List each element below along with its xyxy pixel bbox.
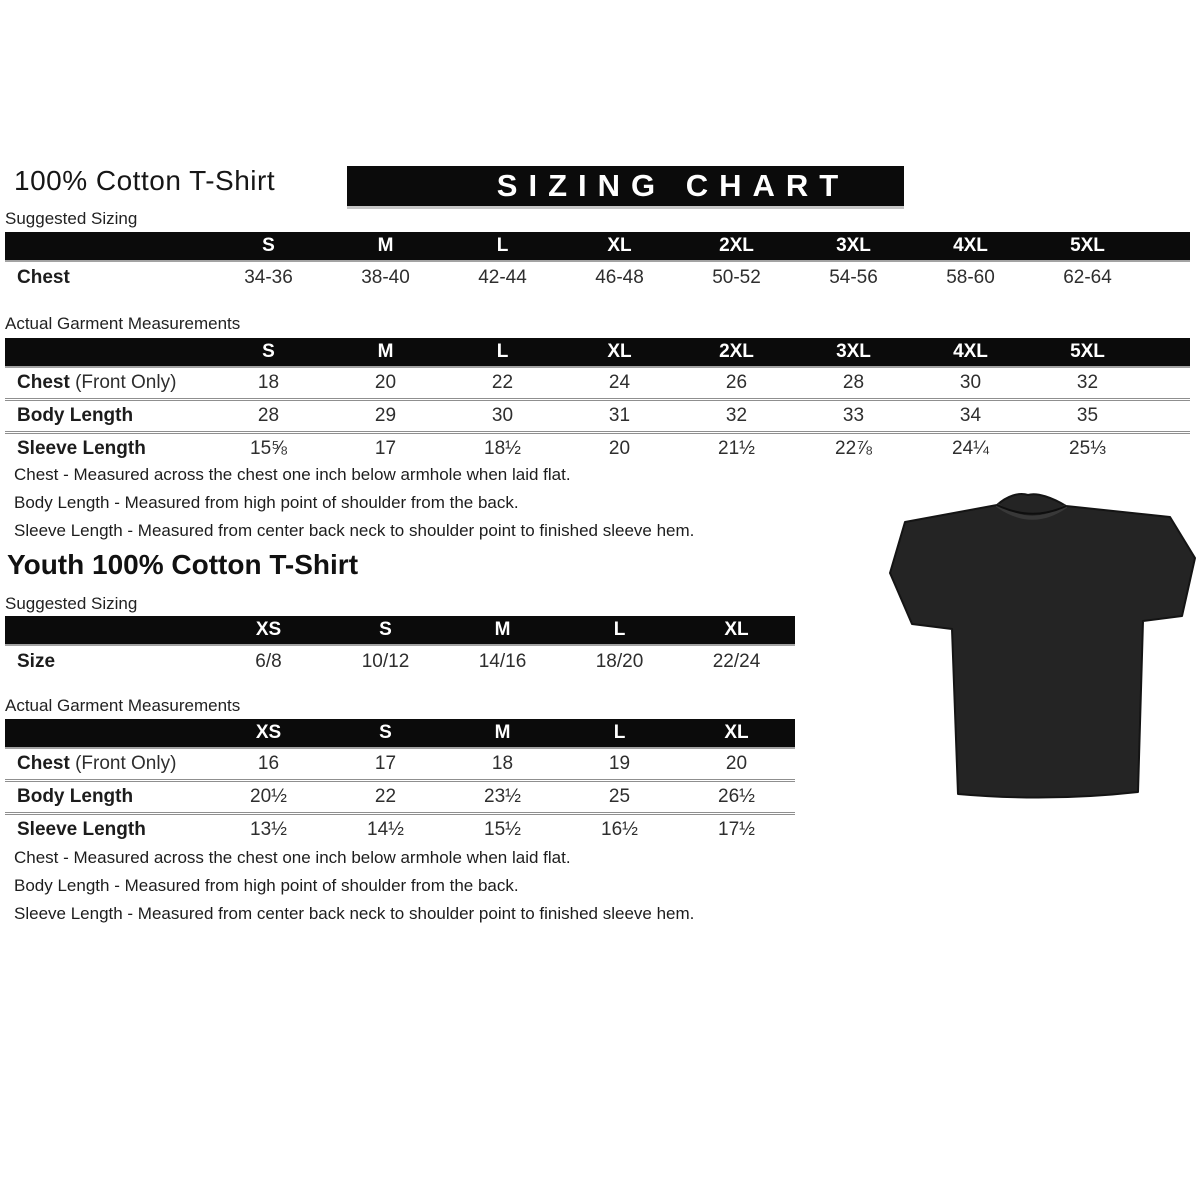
youth-suggested-sizing-label: Suggested Sizing [5, 594, 138, 613]
table-cell: 17 [374, 753, 397, 774]
table-cell: 10/12 [361, 651, 410, 672]
table-cell: 46-48 [595, 267, 644, 288]
size-column-header: L [496, 341, 509, 362]
size-column-header: XS [255, 619, 282, 640]
size-column-header: 2XL [719, 341, 754, 362]
note-line: Chest - Measured across the chest one inch below armhole when laid flat. [14, 848, 571, 867]
size-column-header: XL [607, 341, 632, 362]
table-cell: 25 [608, 786, 631, 807]
table-cell: 32 [725, 405, 748, 426]
table-cell: 58-60 [946, 267, 995, 288]
adult-actual-measurements-table [5, 338, 1190, 464]
table-cell: 22 [374, 786, 397, 807]
size-column-header: XL [607, 235, 632, 256]
table-cell: 42-44 [478, 267, 527, 288]
size-column-header: 4XL [953, 235, 988, 256]
table-cell: 18 [491, 753, 514, 774]
youth-section-title: Youth 100% Cotton T-Shirt [7, 549, 359, 580]
size-column-header: M [494, 722, 511, 743]
row-label: Chest [17, 753, 70, 774]
size-column-header: 5XL [1070, 341, 1105, 362]
youth-suggested-sizing-table [5, 616, 795, 678]
row-label: Sleeve Length [17, 819, 146, 840]
row-label-suffix: (Front Only) [69, 372, 177, 393]
table-cell: 18½ [484, 438, 521, 459]
youth-actual-measurements-table [5, 719, 795, 845]
note-line: Sleeve Length - Measured from center back neck to shoulder point to finished sleeve hem. [14, 904, 695, 923]
size-column-header: S [379, 722, 392, 743]
black-tshirt-graphic [885, 488, 1200, 806]
note-line: Chest - Measured across the chest one inch below armhole when laid flat. [14, 465, 571, 484]
table-row [5, 262, 1190, 294]
row-label: Body Length [17, 405, 134, 426]
row-label-suffix: (Front Only) [69, 753, 177, 774]
table-cell: 18 [257, 372, 280, 393]
size-column-header: M [377, 341, 394, 362]
table-cell: 50-52 [712, 267, 761, 288]
table-row [5, 782, 795, 815]
sizing-chart-banner [347, 166, 904, 206]
size-column-header: XL [724, 619, 749, 640]
table-cell: 38-40 [361, 267, 410, 288]
row-label: Chest [17, 372, 70, 393]
size-column-header: S [379, 619, 392, 640]
table-cell: 15½ [484, 819, 521, 840]
table-cell: 54-56 [829, 267, 878, 288]
size-column-header: L [496, 235, 509, 256]
row-label: Sleeve Length [17, 438, 146, 459]
table-cell: 20 [374, 372, 397, 393]
table-cell: 22⅞ [835, 438, 872, 459]
size-column-header: M [494, 619, 511, 640]
table-cell: 26½ [718, 786, 755, 807]
size-column-header: 5XL [1070, 235, 1105, 256]
table-cell: 33 [842, 405, 865, 426]
size-column-header: L [613, 722, 626, 743]
table-cell: 28 [257, 405, 280, 426]
table-row [5, 749, 795, 782]
size-column-header: 3XL [836, 235, 871, 256]
sizing-chart-banner-label: SIZING CHART [496, 168, 850, 203]
table-cell: 24 [608, 372, 631, 393]
size-column-header: 4XL [953, 341, 988, 362]
size-column-header: S [262, 235, 275, 256]
tshirt-image [885, 488, 1200, 806]
note-line: Body Length - Measured from high point of shoulder from the back. [14, 493, 519, 512]
adult-actual-measurements-label: Actual Garment Measurements [5, 314, 241, 333]
table-header-row [5, 232, 1190, 262]
table-header-row [5, 719, 795, 749]
table-cell: 62-64 [1063, 267, 1112, 288]
table-cell: 32 [1076, 372, 1099, 393]
table-cell: 21½ [718, 438, 755, 459]
table-cell: 22 [491, 372, 514, 393]
table-cell: 16 [257, 753, 280, 774]
table-cell: 34-36 [244, 267, 293, 288]
table-cell: 18/20 [595, 651, 644, 672]
table-cell: 23½ [484, 786, 521, 807]
table-cell: 6/8 [255, 651, 282, 672]
row-label: Size [17, 651, 56, 672]
table-cell: 30 [959, 372, 982, 393]
note-line: Sleeve Length - Measured from center back neck to shoulder point to finished sleeve hem. [14, 521, 695, 540]
table-cell: 20 [725, 753, 748, 774]
row-label: Body Length [17, 786, 134, 807]
adult-suggested-sizing-table [5, 232, 1190, 294]
size-column-header: L [613, 619, 626, 640]
table-cell: 15⅝ [250, 438, 287, 459]
table-row [5, 368, 1190, 401]
size-column-header: 2XL [719, 235, 754, 256]
page-title: 100% Cotton T-Shirt [14, 165, 276, 196]
table-cell: 13½ [250, 819, 287, 840]
table-cell: 22/24 [712, 651, 761, 672]
table-cell: 26 [725, 372, 748, 393]
youth-actual-measurements-label: Actual Garment Measurements [5, 696, 241, 715]
size-column-header: XL [724, 722, 749, 743]
table-row [5, 434, 1190, 464]
table-cell: 17½ [718, 819, 755, 840]
table-cell: 19 [608, 753, 631, 774]
table-cell: 34 [959, 405, 982, 426]
table-cell: 20 [608, 438, 631, 459]
table-cell: 28 [842, 372, 865, 393]
table-row [5, 646, 795, 678]
table-header-row [5, 616, 795, 646]
table-cell: 17 [374, 438, 397, 459]
table-cell: 16½ [601, 819, 638, 840]
table-cell: 25⅓ [1069, 438, 1106, 459]
note-line: Body Length - Measured from high point of shoulder from the back. [14, 876, 519, 895]
adult-measurement-notes [14, 461, 694, 545]
size-column-header: S [262, 341, 275, 362]
table-cell: 35 [1076, 405, 1099, 426]
table-cell: 31 [608, 405, 631, 426]
table-cell: 14½ [367, 819, 404, 840]
size-column-header: 3XL [836, 341, 871, 362]
size-column-header: XS [255, 722, 282, 743]
youth-measurement-notes [14, 844, 694, 928]
table-cell: 14/16 [478, 651, 527, 672]
table-row [5, 401, 1190, 434]
table-row [5, 815, 795, 845]
size-column-header: M [377, 235, 394, 256]
adult-suggested-sizing-label: Suggested Sizing [5, 209, 138, 228]
table-cell: 24¼ [952, 438, 989, 459]
table-cell: 29 [374, 405, 397, 426]
table-cell: 30 [491, 405, 514, 426]
table-cell: 20½ [250, 786, 287, 807]
table-header-row [5, 338, 1190, 368]
row-label: Chest [17, 267, 70, 288]
